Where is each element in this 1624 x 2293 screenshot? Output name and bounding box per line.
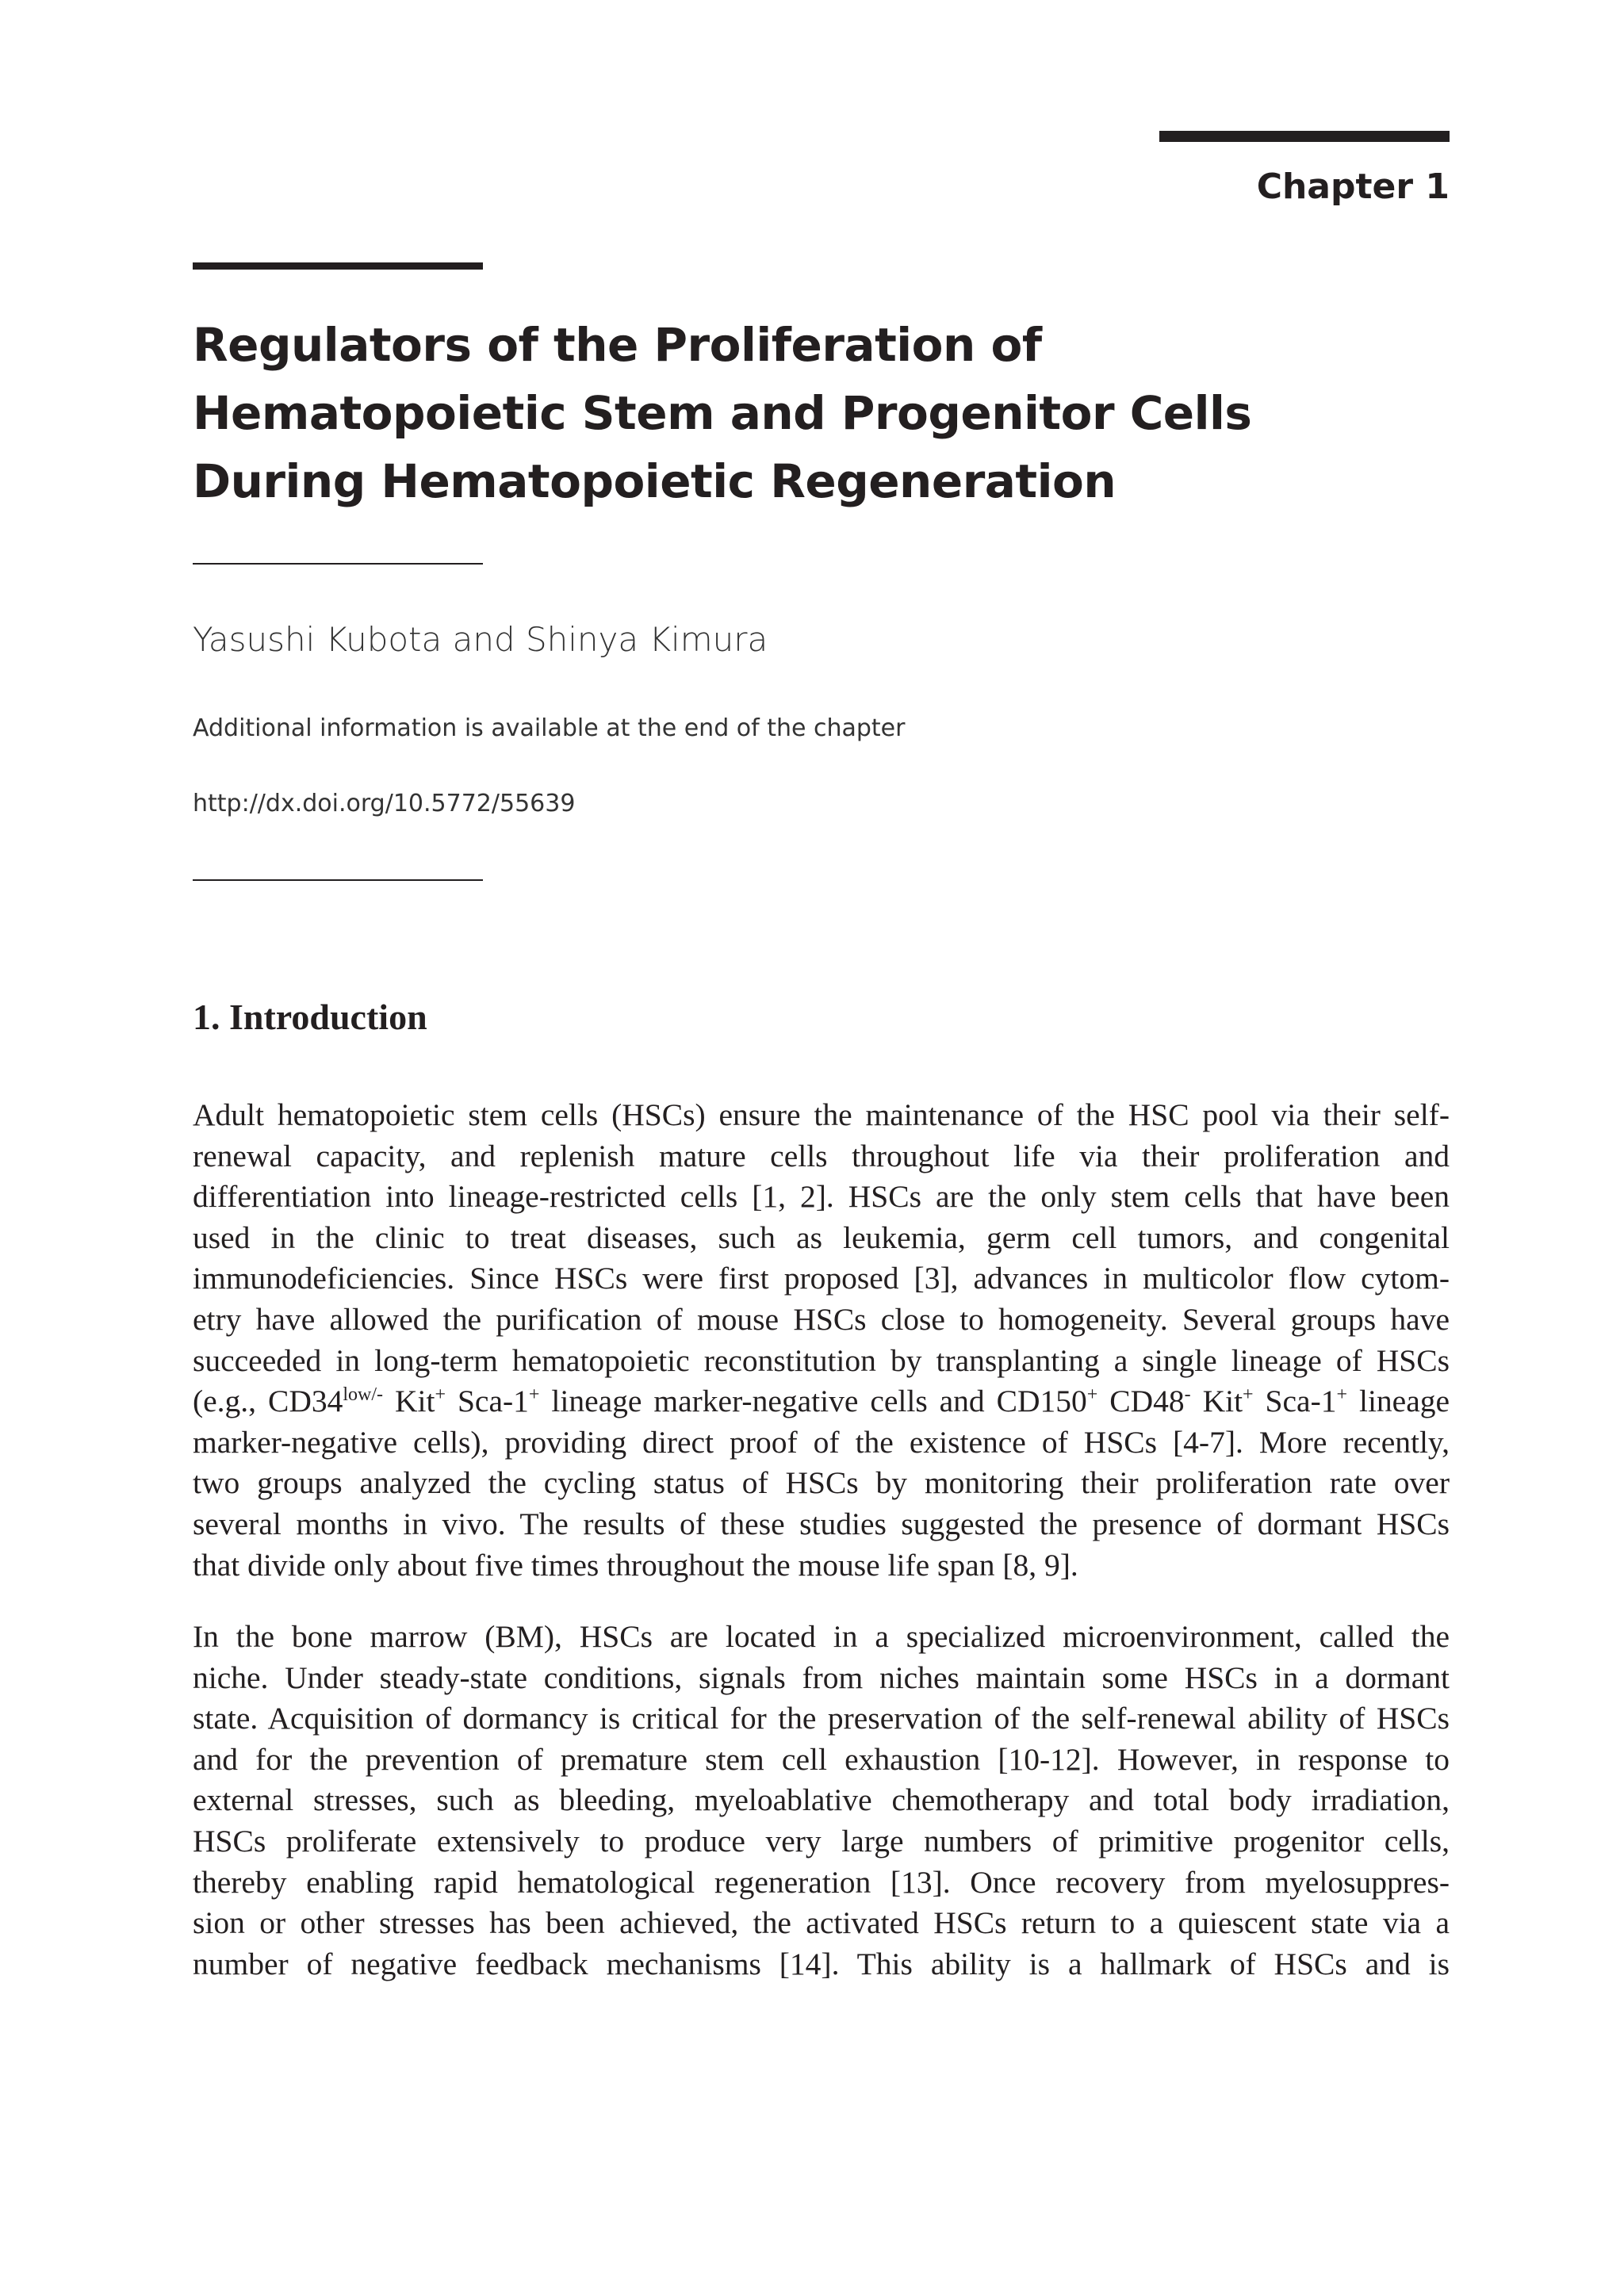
chapter-title-line-1: Regulators of the Proliferation of: [193, 318, 1042, 372]
paragraph-line: number of negative feedback mechanisms [14]. This ability is a hallmark of HSCs and is: [193, 1946, 1450, 1981]
authors: Yasushi Kubota and Shinya Kimura: [193, 620, 768, 659]
text-run: Sca-1: [1253, 1384, 1337, 1419]
superscript: -: [1184, 1384, 1191, 1406]
superscript: low/-: [343, 1384, 384, 1406]
title-rule: [193, 262, 483, 270]
text-run: lineage marker-negative cells and CD150: [539, 1384, 1087, 1419]
paragraph-line: marker-negative cells), providing direct proof of the existence of HSCs [4-7]. More recently,: [193, 1424, 1450, 1460]
text-run: lineage: [1347, 1384, 1450, 1419]
paragraph-line: and for the prevention of premature stem cell exhaustion [10-12]. However, in response to: [193, 1741, 1450, 1777]
paragraph-line: that divide only about five times throughout the mouse life span [8, 9].: [193, 1547, 1078, 1583]
text-run: CD48: [1097, 1384, 1185, 1419]
superscript: +: [528, 1384, 540, 1406]
divider-rule: [193, 563, 483, 565]
paragraph-line: HSCs proliferate extensively to produce very large numbers of primitive progenitor cells,: [193, 1823, 1450, 1859]
chapter-label: Chapter 1: [1256, 167, 1450, 207]
section-heading: 1. Introduction: [193, 997, 427, 1037]
superscript: +: [1086, 1384, 1098, 1406]
paragraph-line: Adult hematopoietic stem cells (HSCs) ensure the maintenance of the HSC pool via their self-: [193, 1097, 1450, 1132]
divider-rule: [193, 879, 483, 881]
paragraph-line: differentiation into lineage-restricted cells [1, 2]. HSCs are the only stem cells that have been: [193, 1179, 1450, 1215]
chapter-rule: [1159, 131, 1450, 142]
text-run: Kit: [1190, 1384, 1243, 1419]
text-run: (e.g., CD34: [193, 1384, 343, 1419]
superscript: +: [435, 1384, 446, 1406]
text-run: Kit: [383, 1384, 435, 1419]
paragraph-line: thereby enabling rapid hematological regeneration [13]. Once recovery from myelosuppres-: [193, 1864, 1450, 1900]
chapter-title-line-3: During Hematopoietic Regeneration: [193, 454, 1116, 508]
chapter-title: [193, 311, 1252, 515]
paragraph-line: niche. Under steady-state conditions, signals from niches maintain some HSCs in a dormant: [193, 1659, 1450, 1695]
paragraph-line: used in the clinic to treat diseases, such as leukemia, germ cell tumors, and congenital: [193, 1219, 1450, 1255]
paragraph-line: sion or other stresses has been achieved, the activated HSCs return to a quiescent state via a: [193, 1905, 1450, 1941]
paragraph-line: external stresses, such as bleeding, myeloablative chemotherapy and total body irradiation,: [193, 1782, 1450, 1818]
superscript: +: [1336, 1384, 1348, 1406]
superscript: +: [1243, 1384, 1254, 1406]
paragraph-line: [193, 1381, 1450, 1422]
chapter-title-line-2: Hematopoietic Stem and Progenitor Cells: [193, 386, 1252, 440]
paragraph-line: state. Acquisition of dormancy is critical for the preservation of the self-renewal ability of HSCs: [193, 1701, 1450, 1736]
paragraph: [193, 1095, 1450, 1586]
paragraph-line: two groups analyzed the cycling status of HSCs by monitoring their proliferation rate over: [193, 1465, 1450, 1501]
paragraph-line: renewal capacity, and replenish mature cells throughout life via their proliferation and: [193, 1138, 1450, 1173]
doi-link[interactable]: http://dx.doi.org/10.5772/55639: [193, 790, 576, 817]
additional-info: Additional information is available at the end of the chapter: [193, 714, 906, 742]
text-run: Sca-1: [446, 1384, 529, 1419]
paragraph-line: several months in vivo. The results of these studies suggested the presence of dormant HSCs: [193, 1506, 1450, 1541]
paragraph-line: In the bone marrow (BM), HSCs are located in a specialized microenvironment, called the: [193, 1619, 1450, 1654]
paragraph: [193, 1617, 1450, 1985]
paragraph-line: immunodeficiencies. Since HSCs were first proposed [3], advances in multicolor flow cytom-: [193, 1261, 1450, 1296]
paragraph-line: etry have allowed the purification of mouse HSCs close to homogeneity. Several groups have: [193, 1301, 1450, 1337]
paragraph-line: succeeded in long-term hematopoietic reconstitution by transplanting a single lineage of HSCs: [193, 1342, 1450, 1378]
